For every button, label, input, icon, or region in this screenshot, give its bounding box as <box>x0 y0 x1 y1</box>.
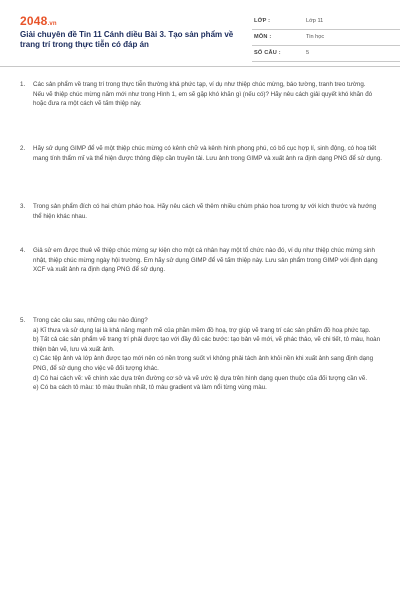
question-number: 5. <box>20 317 26 324</box>
logo-suffix: .vn <box>47 21 57 27</box>
question-text: Trong sản phẩm đích có hai chùm pháo hoa. Hãy nêu cách vẽ thêm nhiều chùm pháo hoa tương tự với kích thước và hướng thể hiện khác nhau. <box>33 203 377 220</box>
meta-row-count <box>252 46 400 62</box>
answer-option: b) Tất cả các sản phẩm vẽ trang trí phải được tạo với đầy đủ các bước: tạo bản vẽ mới, vẽ phác thảo, vẽ chi tiết, tô màu, hoàn thiện bản vẽ, lưu và xuất ảnh. <box>33 336 381 353</box>
meta-key: LỚP : <box>254 18 271 24</box>
question-number: 1. <box>20 81 26 88</box>
question-body <box>33 316 385 393</box>
question-text: Trong các câu sau, những câu nào đúng? <box>33 317 148 324</box>
header-divider <box>0 66 400 67</box>
header <box>20 14 380 60</box>
meta-value: Lớp 11 <box>306 18 324 24</box>
answer-option: d) Có hai cách vẽ: vẽ chính xác dựa trên đường cơ sở và vẽ ước lệ dựa trên hình dạng quen thuộc của đối tượng cần vẽ. <box>33 374 368 382</box>
meta-key: SỐ CÂU : <box>254 50 281 56</box>
meta-table <box>252 14 400 62</box>
question-4 <box>20 246 385 275</box>
question-body <box>33 80 385 109</box>
question-number: 2. <box>20 145 26 152</box>
meta-key: MÔN : <box>254 34 272 40</box>
question-body <box>33 144 385 163</box>
answer-option: c) Các tệp ảnh và lớp ảnh được tạo mới nên có nền trong suốt vì không phải tách ảnh khỏi nền khi xuất ảnh sang định dạng PNG, để sử dụng cho việc vẽ đối tượng khác. <box>33 355 374 372</box>
question-text: Nếu vẽ thiệp chúc mừng năm mới như trong Hình 1, em sẽ gặp khó khăn gì (nếu có)? Hãy nêu cách giải quyết khó khăn đó hoặc đưa ra một cách vẽ tấm thiệp này. <box>33 90 373 108</box>
question-number: 4. <box>20 247 26 254</box>
question-number: 3. <box>20 203 26 210</box>
document-title: Giải chuyên đề Tin 11 Cánh diều Bài 3. Tạo sản phẩm về trang trí trong thực tiễn có đáp án <box>20 30 234 49</box>
meta-row-subject <box>252 30 400 46</box>
question-3 <box>20 202 385 221</box>
question-1 <box>20 80 385 109</box>
logo-text: 2048 <box>20 14 48 28</box>
question-text: Giả sử em được thuê vẽ thiệp chúc mừng sự kiện cho một cá nhân hay một tổ chức nào đó, ví dụ như thiệp chúc mừng sinh nhật, thiệp chúc mừng ngày hội trường. Em hãy sử dụng GIMP để vẽ tấm thiệp này. Lưu sản phẩm trong GIMP với định dạng XCF và xuất ảnh ra định dạng PNG để sử dụng. <box>33 247 378 274</box>
question-body <box>33 202 385 221</box>
meta-row-class <box>252 14 400 30</box>
logo[interactable] <box>20 14 57 28</box>
question-5 <box>20 316 385 393</box>
meta-value: 5 <box>306 50 310 56</box>
meta-value: Tin học <box>306 34 325 40</box>
answer-option: a) Kĩ thưa và sử dụng lại là khả năng mạnh mẽ của phần mềm đồ hoạ, trợ giúp vẽ trang trí các sản phẩm đồ hoạ phức tạp. <box>33 326 371 334</box>
question-body <box>33 246 385 275</box>
answer-option: e) Có ba cách tô màu: tô màu thuần nhất, tô màu gradient và làm nổi từng vùng màu. <box>33 384 267 392</box>
question-text: Hãy sử dụng GIMP để vẽ một thiệp chúc mừng có kênh chữ và kênh hình phong phú, có bố cục hợp lí, sinh động, có hoạ tiết mang tính thẩm mĩ và thể hiện được thông điệp cần truyền tải. Lưu ảnh trong GIMP và xuất ảnh ra định dạng PNG để sử dụng. <box>33 145 382 162</box>
question-2 <box>20 144 385 163</box>
question-text: Các sản phẩm về trang trí trong thực tiễn thường khá phức tạp, ví dụ như thiệp chúc mừng, báo tường, tranh treo tường. <box>33 81 366 88</box>
